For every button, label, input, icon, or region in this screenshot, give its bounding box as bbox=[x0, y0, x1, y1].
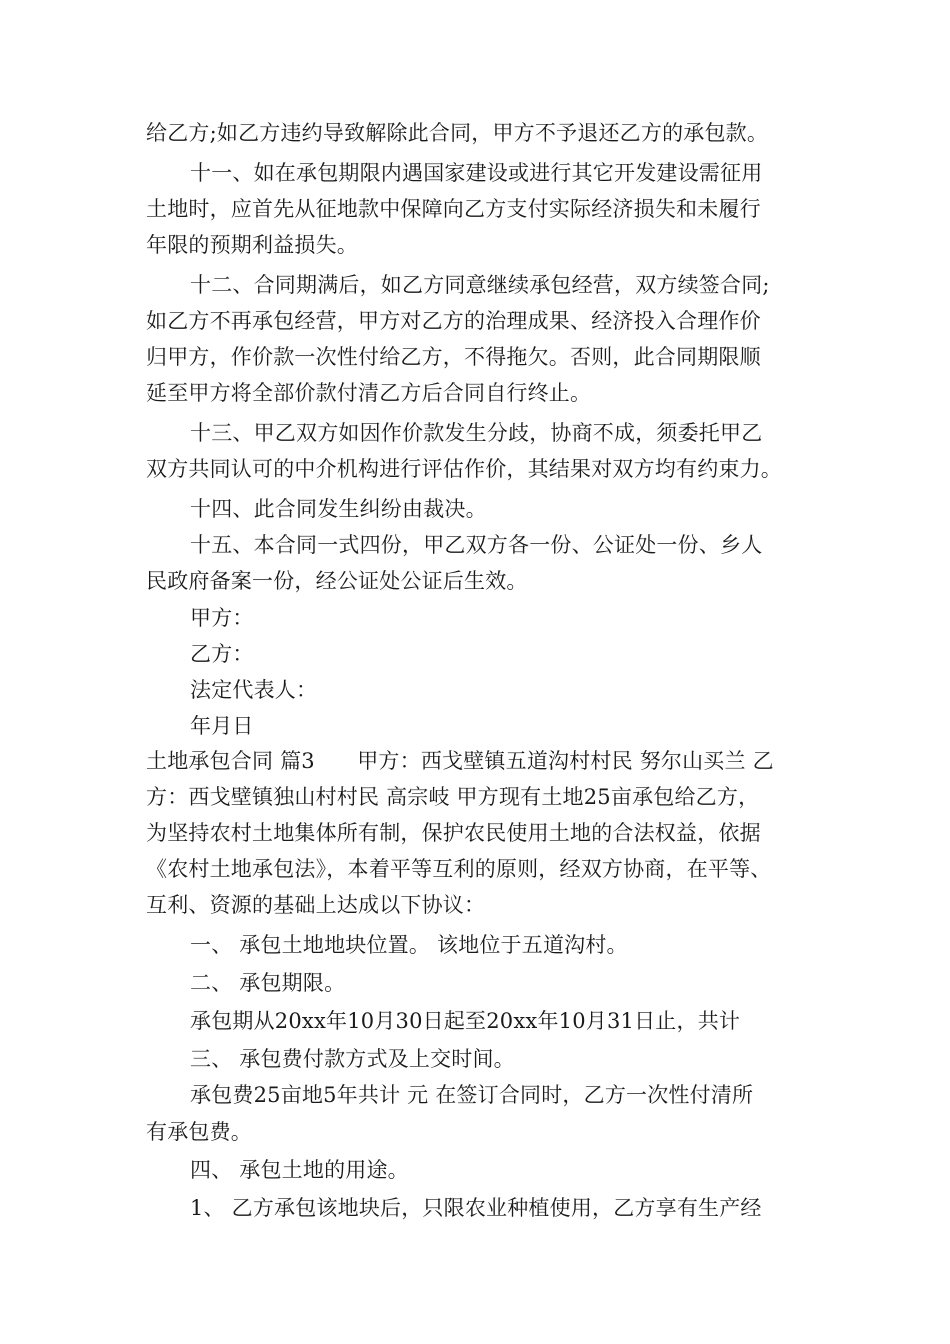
text-line: 十一、如在承包期限内遇国家建设或进行其它开发建设需征用 bbox=[190, 161, 763, 185]
text-line: 给乙方;如乙方违约导致解除此合同，甲方不予退还乙方的承包款。 bbox=[146, 121, 769, 145]
text-line: 土地时，应首先从征地款中保障向乙方支付实际经济损失和未履行 bbox=[146, 197, 761, 221]
text-line: 方：西戈壁镇独山村村民 高宗岐 甲方现有土地25亩承包给乙方， bbox=[146, 785, 760, 809]
text-line: 一、 承包土地地块位置。 该地位于五道沟村。 bbox=[190, 933, 628, 957]
text-line: 互利、资源的基础上达成以下协议： bbox=[146, 893, 486, 917]
signature-party-a: 甲方： bbox=[190, 606, 254, 630]
date-line: 年月日 bbox=[190, 714, 254, 738]
text-line: 四、 承包土地的用途。 bbox=[190, 1158, 409, 1182]
signature-party-b: 乙方： bbox=[190, 642, 254, 666]
text-line: 十五、本合同一式四份，甲乙双方各一份、公证处一份、乡人 bbox=[190, 533, 763, 557]
text-line: 双方共同认可的中介机构进行评估作价，其结果对双方均有约束力。 bbox=[146, 457, 782, 481]
text-line: 《农村土地承包法》，本着平等互利的原则，经双方协商，在平等、 bbox=[146, 857, 772, 881]
text-line: 十二、合同期满后，如乙方同意继续承包经营，双方续签合同; bbox=[190, 273, 770, 297]
text-line: 承包费25亩地5年共计 元 在签订合同时，乙方一次性付清所 bbox=[190, 1083, 754, 1107]
text-line: 二、 承包期限。 bbox=[190, 971, 346, 995]
text-line: 民政府备案一份，经公证处公证后生效。 bbox=[146, 569, 528, 593]
text-line: 十四、此合同发生纠纷由裁决。 bbox=[190, 497, 487, 521]
text-line: 有承包费。 bbox=[146, 1120, 252, 1144]
section-heading: 土地承包合同 篇3 甲方：西戈壁镇五道沟村村民 努尔山买兰 乙 bbox=[146, 749, 774, 773]
text-line: 三、 承包费付款方式及上交时间。 bbox=[190, 1047, 515, 1071]
text-line: 如乙方不再承包经营，甲方对乙方的治理成果、经济投入合理作价 bbox=[146, 309, 761, 333]
text-line: 十三、甲乙双方如因作价款发生分歧，协商不成，须委托甲乙 bbox=[190, 421, 763, 445]
text-line: 延至甲方将全部价款付清乙方后合同自行终止。 bbox=[146, 381, 592, 405]
text-line: 1、 乙方承包该地块后，只限农业种植使用，乙方享有生产经 bbox=[190, 1196, 762, 1220]
text-line: 归甲方，作价款一次性付给乙方，不得拖欠。否则，此合同期限顺 bbox=[146, 345, 761, 369]
legal-representative: 法定代表人： bbox=[190, 678, 318, 702]
text-line: 承包期从20xx年10月30日起至20xx年10月31日止，共计 bbox=[190, 1009, 741, 1033]
text-line: 为坚持农村土地集体所有制，保护农民使用土地的合法权益，依据 bbox=[146, 821, 761, 845]
text-line: 年限的预期利益损失。 bbox=[146, 233, 358, 257]
